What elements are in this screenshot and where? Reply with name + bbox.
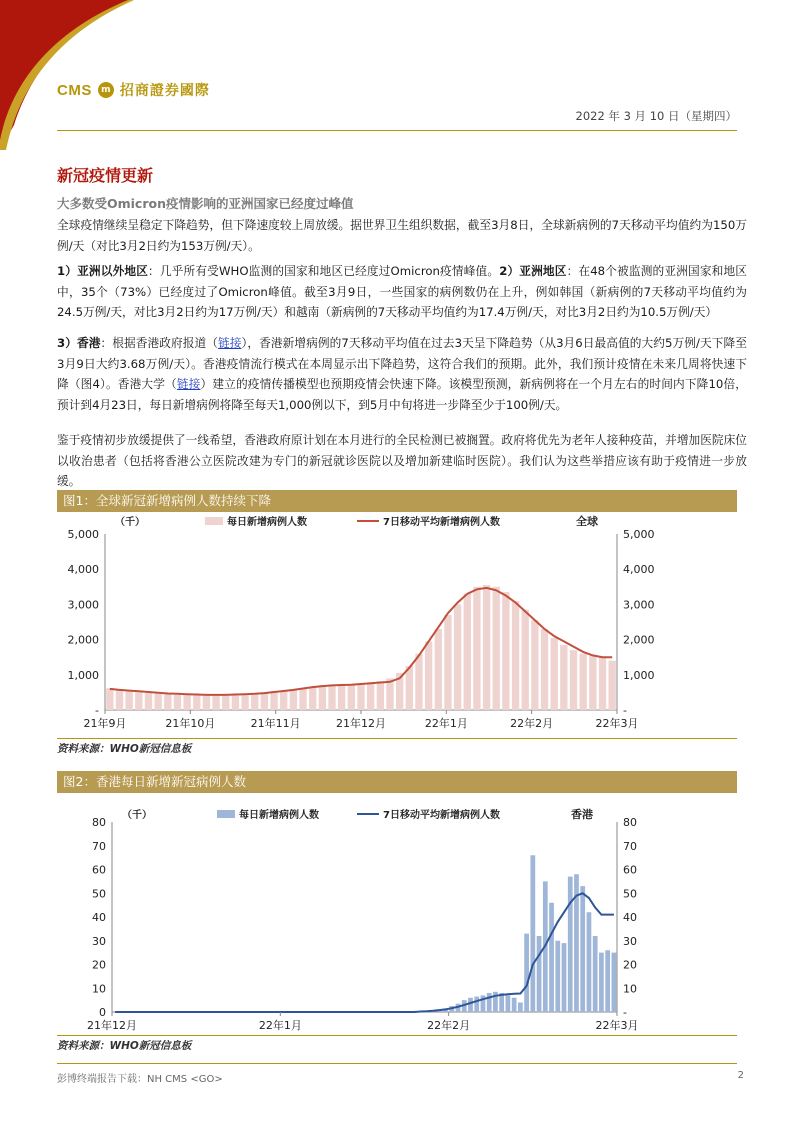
y-tick-left: 5,000 [67,528,99,541]
page-number: 2 [737,1070,744,1081]
bar [290,690,297,710]
bar [551,638,558,710]
figure2-source: 资料来源：WHO新冠信息板 [57,1040,192,1052]
bar [483,585,490,710]
bar [473,587,480,710]
heading-outside-asia: 1）亚洲以外地区 [57,264,149,278]
bar [612,953,617,1012]
y-tick-right: 80 [623,816,637,829]
bar [599,953,604,1012]
bar [309,687,316,710]
bar [261,693,268,710]
text-hk-1: ：根据香港政府报道（ [100,336,218,350]
legend-line-label: 7日移动平均新增病例人数 [383,517,500,528]
bar [605,950,610,1012]
figure2-chart [57,793,737,1035]
footer-text: 彭博终端报告下载：NH CMS <GO> [57,1074,223,1085]
bar [338,684,345,710]
bar [183,695,190,710]
bar [599,657,606,710]
bar [562,943,567,1012]
y-tick-right: 4,000 [623,563,655,577]
bar [530,855,535,1012]
text-asia: ：在48个被监测的亚洲国家和地区中，35个（73%）已经度过了Omicron峰值。截至3月9日，一些国家的病例数仍在上升，例如韩国（新病例的7天移动平均值约为24.5万例/天，对比3月2日约为17万例/天）和越南（新病例的7天移动平均值约为17.4万例/天，对比3月2日约为10.5万例/天） [57,264,747,319]
x-tick-label: 21年9月 [83,717,127,730]
bar [212,696,219,710]
bar [251,695,258,710]
bar [468,998,473,1012]
y-tick-right: 10 [623,982,637,996]
bar [518,1003,523,1013]
text-outside-asia: ：几乎所有受WHO监测的国家和地区已经度过Omicron疫情峰值。 [148,264,500,278]
bar [222,696,229,710]
y-tick-left: 20 [92,958,106,972]
bar [512,998,517,1012]
y-tick-right: - [623,704,627,717]
bar [522,610,529,710]
y-tick-right: 1,000 [623,668,655,682]
bar [541,629,548,710]
y-tick-left: 1,000 [67,668,99,682]
y-tick-left: 60 [92,863,106,877]
y-tick-right: - [623,1006,627,1019]
x-tick-label: 21年11月 [250,717,301,730]
bar [174,695,181,710]
bar [386,678,393,710]
bar [608,661,615,710]
legend-line-label: 7日移动平均新增病例人数 [383,810,500,821]
text-hk-3: ）建立的疫情传播模型也预期疫情会快速下降。该模型预测，新病例将在一个月左右的时间内下降10倍，预计到4月23日，每日新增病例将降至每天1,000例以下，到5月中旬将进一步降至少于100例/天。 [57,377,747,412]
paragraph-outlook: 鉴于疫情初步放缓提供了一线希望，香港政府原计划在本月进行的全民检测已被搁置。政府将优先为老年人接种疫苗，并增加医院床位以收治患者（包括将香港公立医院改建为专门的新冠就诊医院以及增加新建临时医院）。我们认为这些举措应该有助于疫情进一步放缓。 [57,433,747,488]
report-date: 2022 年 3 月 10 日（星期四） [575,109,737,123]
y-tick-left: 2,000 [67,633,99,647]
bar [506,995,511,1012]
legend-bar-swatch [205,517,223,525]
bar [580,886,585,1012]
text-hk-2: ），香港新增病例的7天移动平均值在过去3天呈下降趋势（从3月6日最高值的大约5万例/天下降至3月9日大约3.68万例/天）。香港疫情流行模式在本周显示出下降趋势，这符合我们的预期。此外，我们预计疫情在未来几周将快速下降（图4）。香港大学（ [57,336,747,391]
figure2-bottom-rule [57,1035,737,1036]
bar [531,620,538,710]
bar [116,690,123,710]
x-tick-label: 21年10月 [165,717,216,730]
paragraph-global: 全球疫情继续呈稳定下降趋势，但下降速度较上周放缓。据世界卫生组织数据，截至3月8日，全球新病例的7天移动平均值约为150万例/天（对比3月2日约为153万例/天）。 [57,218,747,253]
legend-bar-label: 每日新增病例人数 [227,517,307,528]
y-tick-left: 50 [92,887,106,901]
figure1-source: 资料来源：WHO新冠信息板 [57,743,192,755]
bar [560,645,567,710]
bar [537,936,542,1012]
bar [444,615,451,710]
paragraph-hongkong [57,333,747,415]
y-tick-left: 40 [92,911,106,924]
heading-asia: 2）亚洲地区 [499,264,567,278]
bar [193,696,200,710]
bar [580,654,587,710]
hk-gov-link[interactable]: 链接 [217,336,242,350]
legend-bar-swatch [217,810,235,818]
bar [135,692,142,710]
bar [502,592,509,710]
y-tick-left: 3,000 [67,598,99,612]
figure1-title-bar: 图1：全球新冠新增病例人数持续下降 [57,490,737,512]
bar [570,650,577,710]
sub-title: 大多数受Omicron疫情影响的亚洲国家已经度过峰值 [57,196,354,211]
x-tick-label: 21年12月 [87,1019,137,1032]
bar [241,695,248,710]
footer-divider [57,1063,737,1064]
y-tick-left: 30 [92,934,106,948]
bar [348,684,355,710]
logo-badge-icon: m [98,82,114,98]
bar [524,934,529,1012]
y-tick-right: 30 [623,934,637,948]
bar [415,654,422,710]
logo-company-name: 招商證券國際 [119,83,210,99]
x-tick-label: 22年1月 [258,1019,302,1032]
bar [106,688,113,710]
bar [319,685,326,710]
y-tick-right: 2,000 [623,633,655,647]
bar [589,655,596,710]
y-tick-right: 50 [623,887,637,901]
bar [474,997,479,1012]
y-tick-left: - [95,704,99,717]
bar [487,993,492,1012]
bar [328,685,335,710]
bar [555,941,560,1012]
x-tick-label: 22年2月 [427,1019,471,1032]
bar [270,692,277,710]
hku-link[interactable]: 链接 [176,377,201,391]
bar [493,587,500,710]
bar [232,696,239,710]
bar [299,688,306,710]
x-tick-label: 22年3月 [595,1019,639,1032]
x-tick-label: 22年3月 [595,717,639,730]
y-tick-right: 5,000 [623,528,655,541]
figure1-bottom-rule [57,738,737,739]
chart-region-title: 全球 [576,515,598,528]
bar [512,601,519,710]
bar [145,693,152,710]
unit-label: （千） [115,517,145,528]
y-tick-right: 40 [623,911,637,924]
x-tick-label: 22年1月 [424,717,468,730]
y-tick-left: 10 [92,982,106,996]
bar [464,594,471,710]
y-tick-right: 70 [623,839,637,853]
figure2-title-bar: 图2：香港每日新增新冠病例人数 [57,771,737,793]
y-tick-left: 80 [92,816,106,829]
bar [406,666,413,710]
corner-decoration [0,0,150,150]
company-logo [57,80,210,100]
bar [435,629,442,710]
header-divider [57,130,737,131]
bar [367,683,374,710]
y-tick-right: 60 [623,863,637,877]
bar [203,696,210,710]
y-tick-left: 4,000 [67,563,99,577]
bar [357,683,364,710]
logo-cms-text: CMS [57,81,92,99]
bar [549,903,554,1012]
paragraph-regions [57,261,747,323]
y-tick-left: 0 [99,1006,106,1019]
chart-region-title: 香港 [571,808,593,821]
heading-hongkong: 3）香港 [57,336,101,350]
bar [454,604,461,710]
bar [425,641,432,710]
y-tick-right: 20 [623,958,637,972]
bar [593,936,598,1012]
bar [280,691,287,710]
legend-bar-label: 每日新增病例人数 [239,810,319,821]
x-tick-label: 22年2月 [510,717,554,730]
bar [587,912,592,1012]
y-tick-left: 70 [92,839,106,853]
x-tick-label: 21年12月 [336,717,386,730]
y-tick-right: 3,000 [623,598,655,612]
bar [164,695,171,710]
bar [125,691,132,710]
unit-label: （千） [122,810,152,821]
bar [154,694,161,710]
bar [377,681,384,710]
figure1-chart [57,512,737,737]
bar [568,877,573,1012]
section-title: 新冠疫情更新 [57,166,154,185]
